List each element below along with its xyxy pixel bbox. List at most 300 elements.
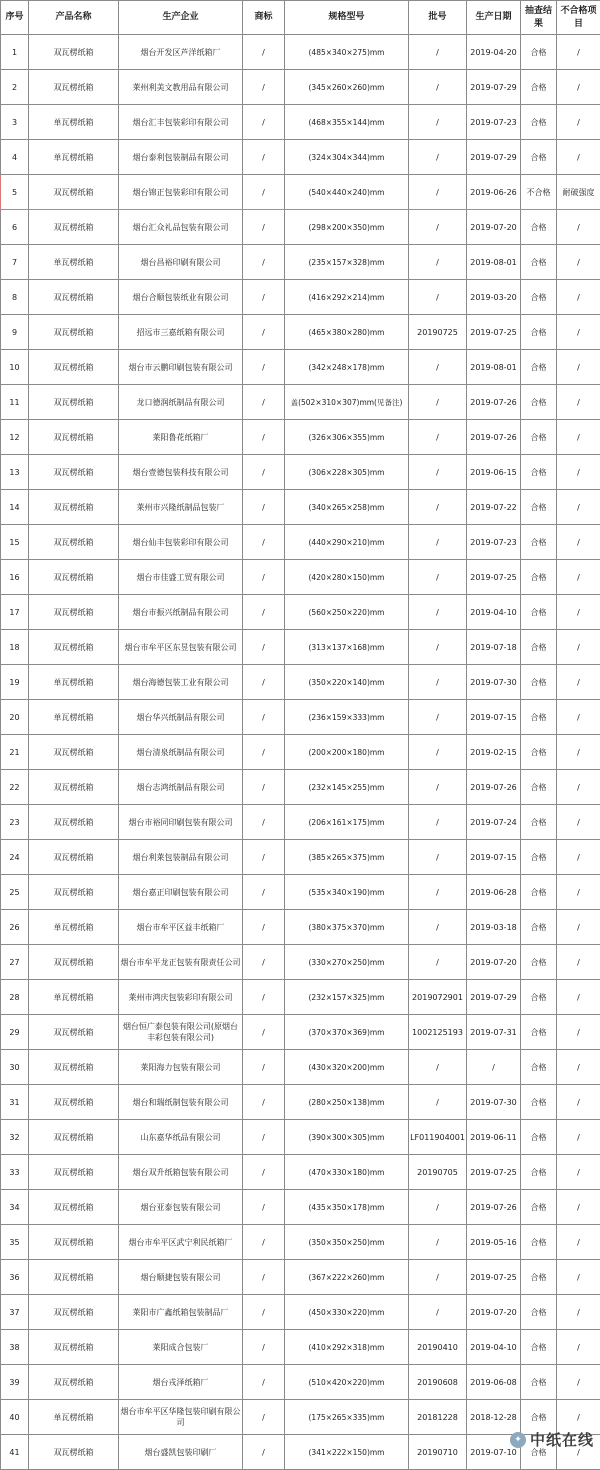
table-row	[1, 770, 600, 805]
brand-cell: /	[243, 1400, 285, 1435]
brand-cell: /	[243, 1120, 285, 1155]
seq-cell: 31	[1, 1085, 29, 1120]
batch-cell: /	[409, 595, 467, 630]
result-cell	[521, 735, 557, 770]
result-text: 合格	[530, 676, 548, 689]
product-cell: 双瓦楞纸箱	[29, 175, 119, 210]
batch-cell: /	[409, 875, 467, 910]
company-cell: 莱阳鲁花纸箱厂	[119, 420, 243, 455]
seq-cell: 10	[1, 350, 29, 385]
product-cell: 双瓦楞纸箱	[29, 315, 119, 350]
batch-cell: /	[409, 1085, 467, 1120]
spec-cell: (324×304×344)mm	[285, 140, 409, 175]
company-cell: 山东嘉华纸品有限公司	[119, 1120, 243, 1155]
company-cell: 莱州市鸿庆包装彩印有限公司	[119, 980, 243, 1015]
brand-cell: /	[243, 105, 285, 140]
table-row	[1, 525, 600, 560]
date-cell: 2019-03-20	[467, 280, 521, 315]
failed-item-cell: /	[557, 630, 600, 665]
failed-item-cell: /	[557, 1260, 600, 1295]
company-cell: 烟台盛凯包装印刷厂	[119, 1435, 243, 1470]
result-text: 合格	[530, 256, 548, 269]
date-cell: 2019-06-28	[467, 875, 521, 910]
table-row	[1, 1155, 600, 1190]
brand-cell: /	[243, 1365, 285, 1400]
batch-cell: LF011904001	[409, 1120, 467, 1155]
result-cell	[521, 455, 557, 490]
result-text: 合格	[530, 81, 548, 94]
date-cell: 2019-07-30	[467, 665, 521, 700]
table-row	[1, 700, 600, 735]
brand-cell: /	[243, 770, 285, 805]
table-row	[1, 175, 600, 210]
watermark-text: 中纸在线	[530, 1429, 594, 1450]
result-cell	[521, 910, 557, 945]
result-text: 合格	[530, 1236, 548, 1249]
result-cell	[521, 980, 557, 1015]
brand-cell: /	[243, 1085, 285, 1120]
table-row	[1, 315, 600, 350]
date-cell: /	[467, 1050, 521, 1085]
product-cell: 双瓦楞纸箱	[29, 630, 119, 665]
header-col-failed-item: 不合格项目	[557, 1, 600, 35]
spec-cell: (341×222×150)mm	[285, 1435, 409, 1470]
date-cell: 2019-07-25	[467, 1260, 521, 1295]
spec-cell: (385×265×375)mm	[285, 840, 409, 875]
company-cell: 烟台志鸿纸制品有限公司	[119, 770, 243, 805]
result-text: 合格	[530, 641, 548, 654]
brand-cell: /	[243, 245, 285, 280]
product-cell: 单瓦楞纸箱	[29, 1400, 119, 1435]
result-text: 合格	[530, 396, 548, 409]
product-cell: 双瓦楞纸箱	[29, 875, 119, 910]
brand-cell: /	[243, 35, 285, 70]
product-cell: 双瓦楞纸箱	[29, 735, 119, 770]
table-row	[1, 1225, 600, 1260]
date-cell: 2019-07-26	[467, 420, 521, 455]
result-cell	[521, 665, 557, 700]
seq-cell: 32	[1, 1120, 29, 1155]
spec-cell: (485×340×275)mm	[285, 35, 409, 70]
result-text: 合格	[530, 501, 548, 514]
batch-cell: /	[409, 770, 467, 805]
brand-cell: /	[243, 980, 285, 1015]
spec-cell: (450×330×220)mm	[285, 1295, 409, 1330]
product-cell: 单瓦楞纸箱	[29, 910, 119, 945]
company-cell: 烟台利莱包装制品有限公司	[119, 840, 243, 875]
header-col-company: 生产企业	[119, 1, 243, 35]
result-cell	[521, 1295, 557, 1330]
failed-item-cell: /	[557, 455, 600, 490]
brand-cell: /	[243, 140, 285, 175]
batch-cell: /	[409, 70, 467, 105]
seq-cell: 27	[1, 945, 29, 980]
batch-cell: /	[409, 910, 467, 945]
failed-item-cell: /	[557, 735, 600, 770]
spec-cell: (435×350×178)mm	[285, 1190, 409, 1225]
failed-item-cell: /	[557, 1365, 600, 1400]
seq-cell: 1	[1, 35, 29, 70]
company-cell: 烟台汇众礼品包装有限公司	[119, 210, 243, 245]
spec-cell: (206×161×175)mm	[285, 805, 409, 840]
product-cell: 双瓦楞纸箱	[29, 1015, 119, 1050]
batch-cell: 20190410	[409, 1330, 467, 1365]
table-row	[1, 910, 600, 945]
product-cell: 双瓦楞纸箱	[29, 1155, 119, 1190]
batch-cell: /	[409, 175, 467, 210]
result-text: 合格	[530, 571, 548, 584]
date-cell: 2019-07-20	[467, 945, 521, 980]
seq-cell: 19	[1, 665, 29, 700]
date-cell: 2019-07-29	[467, 980, 521, 1015]
result-cell	[521, 1155, 557, 1190]
date-cell: 2019-08-01	[467, 245, 521, 280]
product-cell: 双瓦楞纸箱	[29, 490, 119, 525]
batch-cell: 1002125193	[409, 1015, 467, 1050]
batch-cell: 20190705	[409, 1155, 467, 1190]
table-row	[1, 140, 600, 175]
failed-item-cell: 耐破强度	[557, 175, 600, 210]
company-cell: 烟台嘉正印刷包装有限公司	[119, 875, 243, 910]
spec-cell: (306×228×305)mm	[285, 455, 409, 490]
failed-item-cell: /	[557, 490, 600, 525]
result-cell	[521, 875, 557, 910]
result-cell	[521, 770, 557, 805]
seq-cell: 8	[1, 280, 29, 315]
result-cell	[521, 1050, 557, 1085]
table-body	[1, 35, 600, 1470]
failed-item-cell: /	[557, 945, 600, 980]
brand-cell: /	[243, 1190, 285, 1225]
spec-cell: (232×157×325)mm	[285, 980, 409, 1015]
batch-cell: /	[409, 1050, 467, 1085]
brand-cell: /	[243, 420, 285, 455]
brand-cell: /	[243, 490, 285, 525]
result-cell	[521, 595, 557, 630]
result-cell	[521, 560, 557, 595]
spec-cell: (345×260×260)mm	[285, 70, 409, 105]
table-row	[1, 1330, 600, 1365]
failed-item-cell: /	[557, 245, 600, 280]
failed-item-cell: /	[557, 385, 600, 420]
product-cell: 单瓦楞纸箱	[29, 105, 119, 140]
result-text: 合格	[530, 1131, 548, 1144]
company-cell: 烟台市牟平区武宁利民纸箱厂	[119, 1225, 243, 1260]
product-cell: 单瓦楞纸箱	[29, 140, 119, 175]
batch-cell: /	[409, 945, 467, 980]
brand-cell: /	[243, 280, 285, 315]
failed-item-cell: /	[557, 105, 600, 140]
spec-cell: (440×290×210)mm	[285, 525, 409, 560]
company-cell: 烟台仙丰包装彩印有限公司	[119, 525, 243, 560]
result-text: 合格	[530, 1411, 548, 1424]
company-cell: 烟台市牟平区益丰纸箱厂	[119, 910, 243, 945]
failed-item-cell: /	[557, 980, 600, 1015]
spec-cell: (340×265×258)mm	[285, 490, 409, 525]
result-text: 合格	[530, 361, 548, 374]
seq-cell: 5	[1, 175, 29, 210]
failed-item-cell: /	[557, 1435, 600, 1470]
product-cell: 双瓦楞纸箱	[29, 1225, 119, 1260]
result-cell	[521, 175, 557, 210]
seq-cell: 36	[1, 1260, 29, 1295]
result-cell	[521, 350, 557, 385]
company-cell: 烟台恒广泰包装有限公司(原烟台丰彩包装有限公司)	[119, 1015, 243, 1050]
date-cell: 2019-07-10	[467, 1435, 521, 1470]
failed-item-cell: /	[557, 805, 600, 840]
batch-cell: 20190710	[409, 1435, 467, 1470]
product-cell: 双瓦楞纸箱	[29, 1330, 119, 1365]
spec-cell: (535×340×190)mm	[285, 875, 409, 910]
date-cell: 2019-07-18	[467, 630, 521, 665]
seq-cell: 23	[1, 805, 29, 840]
product-cell: 双瓦楞纸箱	[29, 385, 119, 420]
spec-cell: (390×300×305)mm	[285, 1120, 409, 1155]
date-cell: 2019-07-15	[467, 840, 521, 875]
seq-cell: 39	[1, 1365, 29, 1400]
brand-cell: /	[243, 525, 285, 560]
spec-cell: (350×220×140)mm	[285, 665, 409, 700]
table-row	[1, 280, 600, 315]
product-cell: 单瓦楞纸箱	[29, 700, 119, 735]
table-row	[1, 70, 600, 105]
seq-cell: 38	[1, 1330, 29, 1365]
batch-cell: /	[409, 1295, 467, 1330]
brand-cell: /	[243, 1295, 285, 1330]
company-cell: 莱阳成合包装厂	[119, 1330, 243, 1365]
seq-cell: 6	[1, 210, 29, 245]
seq-cell: 12	[1, 420, 29, 455]
brand-cell: /	[243, 1330, 285, 1365]
seq-cell: 7	[1, 245, 29, 280]
batch-cell: /	[409, 420, 467, 455]
watermark	[510, 1429, 594, 1450]
company-cell: 烟台和瑞纸制包装有限公司	[119, 1085, 243, 1120]
date-cell: 2019-06-26	[467, 175, 521, 210]
result-text: 合格	[530, 221, 548, 234]
result-text: 合格	[530, 431, 548, 444]
date-cell: 2019-02-15	[467, 735, 521, 770]
date-cell: 2019-07-15	[467, 700, 521, 735]
company-cell: 烟台海德包装工业有限公司	[119, 665, 243, 700]
result-cell	[521, 805, 557, 840]
spec-cell: (367×222×260)mm	[285, 1260, 409, 1295]
company-cell: 招远市三嘉纸箱有限公司	[119, 315, 243, 350]
product-cell: 双瓦楞纸箱	[29, 455, 119, 490]
table-row	[1, 1050, 600, 1085]
date-cell: 2019-07-23	[467, 105, 521, 140]
product-cell: 双瓦楞纸箱	[29, 770, 119, 805]
table-row	[1, 1190, 600, 1225]
result-cell	[521, 315, 557, 350]
spec-cell: (236×159×333)mm	[285, 700, 409, 735]
table-row	[1, 1365, 600, 1400]
result-text: 合格	[530, 886, 548, 899]
company-cell: 烟台市牟平龙正包装有限责任公司	[119, 945, 243, 980]
table-row	[1, 1015, 600, 1050]
result-cell	[521, 630, 557, 665]
failed-item-cell: /	[557, 420, 600, 455]
product-cell: 双瓦楞纸箱	[29, 210, 119, 245]
date-cell: 2019-06-15	[467, 455, 521, 490]
seq-cell: 41	[1, 1435, 29, 1470]
company-cell: 莱州市兴隆纸制品包装厂	[119, 490, 243, 525]
date-cell: 2019-07-22	[467, 490, 521, 525]
failed-item-cell: /	[557, 875, 600, 910]
company-cell: 烟台顺捷包装有限公司	[119, 1260, 243, 1295]
seq-cell: 33	[1, 1155, 29, 1190]
date-cell: 2019-07-20	[467, 210, 521, 245]
spec-cell: (350×350×250)mm	[285, 1225, 409, 1260]
result-cell	[521, 1260, 557, 1295]
spec-cell: (235×157×328)mm	[285, 245, 409, 280]
date-cell: 2019-04-20	[467, 35, 521, 70]
brand-cell: /	[243, 1260, 285, 1295]
batch-cell: /	[409, 700, 467, 735]
product-cell: 双瓦楞纸箱	[29, 1260, 119, 1295]
failed-item-cell: /	[557, 70, 600, 105]
brand-cell: /	[243, 175, 285, 210]
result-text: 合格	[530, 851, 548, 864]
date-cell: 2019-07-25	[467, 315, 521, 350]
spec-cell: (420×280×150)mm	[285, 560, 409, 595]
spec-cell: (326×306×355)mm	[285, 420, 409, 455]
table-row	[1, 980, 600, 1015]
header-col-result: 抽查结果	[521, 1, 557, 35]
spec-cell: (560×250×220)mm	[285, 595, 409, 630]
spec-cell: (200×200×180)mm	[285, 735, 409, 770]
seq-cell: 14	[1, 490, 29, 525]
seq-cell: 29	[1, 1015, 29, 1050]
product-cell: 双瓦楞纸箱	[29, 1295, 119, 1330]
failed-item-cell: /	[557, 1190, 600, 1225]
table-row	[1, 455, 600, 490]
result-cell	[521, 700, 557, 735]
table-row	[1, 350, 600, 385]
result-cell	[521, 945, 557, 980]
brand-cell: /	[243, 315, 285, 350]
table-row	[1, 1295, 600, 1330]
brand-cell: /	[243, 1015, 285, 1050]
failed-item-cell: /	[557, 1155, 600, 1190]
failed-item-cell: /	[557, 1225, 600, 1260]
result-text: 合格	[530, 746, 548, 759]
spec-cell: (416×292×214)mm	[285, 280, 409, 315]
batch-cell: /	[409, 840, 467, 875]
failed-item-cell: /	[557, 700, 600, 735]
date-cell: 2019-07-30	[467, 1085, 521, 1120]
result-text: 合格	[530, 1306, 548, 1319]
header-col-date: 生产日期	[467, 1, 521, 35]
batch-cell: /	[409, 350, 467, 385]
batch-cell: 20190608	[409, 1365, 467, 1400]
company-cell: 烟台戎泽纸箱厂	[119, 1365, 243, 1400]
brand-cell: /	[243, 840, 285, 875]
brand-cell: /	[243, 1225, 285, 1260]
result-cell	[521, 1120, 557, 1155]
brand-cell: /	[243, 665, 285, 700]
seq-cell: 16	[1, 560, 29, 595]
company-cell: 烟台双升纸箱包装有限公司	[119, 1155, 243, 1190]
result-cell	[521, 840, 557, 875]
failed-item-cell: /	[557, 525, 600, 560]
company-cell: 烟台亚泰包装有限公司	[119, 1190, 243, 1225]
failed-item-cell: /	[557, 1085, 600, 1120]
result-text: 合格	[530, 816, 548, 829]
company-cell: 烟台开发区芦洋纸箱厂	[119, 35, 243, 70]
failed-item-cell: /	[557, 280, 600, 315]
company-cell: 烟台市牟平区东昱包装有限公司	[119, 630, 243, 665]
table-row	[1, 945, 600, 980]
result-cell	[521, 1085, 557, 1120]
result-cell	[521, 420, 557, 455]
result-text: 合格	[530, 116, 548, 129]
brand-cell: /	[243, 385, 285, 420]
batch-cell: /	[409, 385, 467, 420]
spec-cell: (313×137×168)mm	[285, 630, 409, 665]
result-text: 合格	[530, 711, 548, 724]
result-text: 合格	[530, 466, 548, 479]
result-text: 合格	[530, 606, 548, 619]
product-cell: 双瓦楞纸箱	[29, 1120, 119, 1155]
batch-cell: /	[409, 1225, 467, 1260]
date-cell: 2019-07-23	[467, 525, 521, 560]
seq-cell: 21	[1, 735, 29, 770]
brand-cell: /	[243, 1435, 285, 1470]
result-cell	[521, 1225, 557, 1260]
brand-cell: /	[243, 1155, 285, 1190]
table-row	[1, 245, 600, 280]
product-cell: 双瓦楞纸箱	[29, 1435, 119, 1470]
seq-cell: 15	[1, 525, 29, 560]
batch-cell: 20190725	[409, 315, 467, 350]
company-cell: 烟台锦正包装彩印有限公司	[119, 175, 243, 210]
date-cell: 2019-07-26	[467, 770, 521, 805]
product-cell: 双瓦楞纸箱	[29, 1190, 119, 1225]
batch-cell: /	[409, 805, 467, 840]
failed-item-cell: /	[557, 840, 600, 875]
batch-cell: /	[409, 140, 467, 175]
batch-cell: /	[409, 630, 467, 665]
failed-item-cell: /	[557, 595, 600, 630]
date-cell: 2019-06-08	[467, 1365, 521, 1400]
result-cell	[521, 140, 557, 175]
brand-cell: /	[243, 1050, 285, 1085]
failed-item-cell: /	[557, 315, 600, 350]
seq-cell: 40	[1, 1400, 29, 1435]
date-cell: 2019-07-25	[467, 560, 521, 595]
table-row	[1, 490, 600, 525]
result-cell	[521, 525, 557, 560]
spec-cell: (342×248×178)mm	[285, 350, 409, 385]
product-cell: 双瓦楞纸箱	[29, 525, 119, 560]
spec-cell: 盖(502×310×307)mm(见备注)	[285, 385, 409, 420]
result-text: 合格	[530, 1096, 548, 1109]
failed-item-cell: /	[557, 1295, 600, 1330]
result-text: 合格	[530, 1446, 548, 1459]
table-row	[1, 1120, 600, 1155]
product-cell: 双瓦楞纸箱	[29, 840, 119, 875]
company-cell: 烟台清泉纸制品有限公司	[119, 735, 243, 770]
product-cell: 双瓦楞纸箱	[29, 280, 119, 315]
batch-cell: /	[409, 280, 467, 315]
table-row	[1, 105, 600, 140]
date-cell: 2019-07-29	[467, 140, 521, 175]
product-cell: 单瓦楞纸箱	[29, 245, 119, 280]
failed-item-cell: /	[557, 350, 600, 385]
result-text: 合格	[530, 781, 548, 794]
seq-cell: 3	[1, 105, 29, 140]
